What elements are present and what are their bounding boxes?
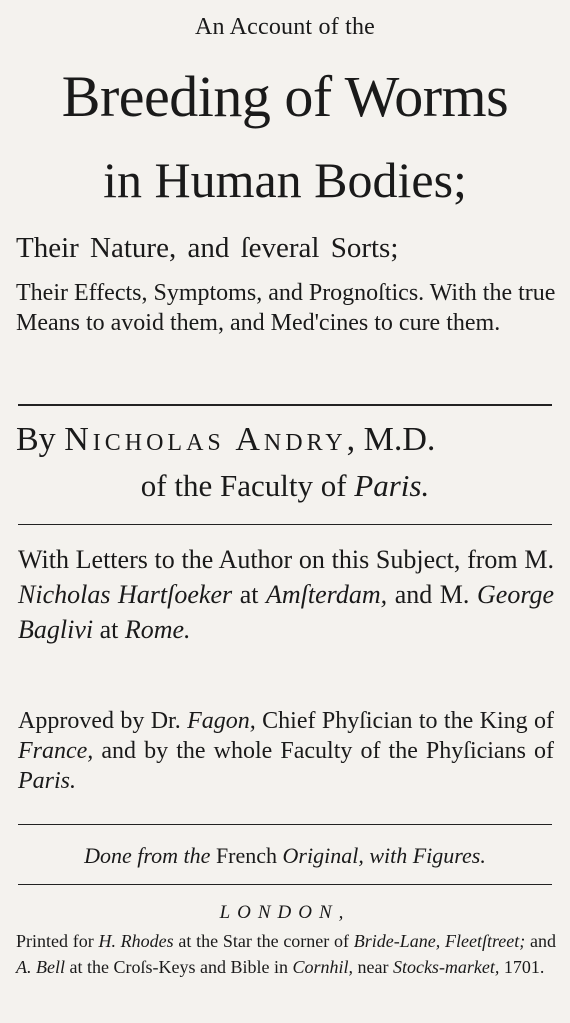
author-line (16, 420, 556, 460)
author-faculty (0, 467, 570, 505)
approval-city: Paris. (18, 768, 77, 794)
imprint-street-3: Stocks-market, (392, 957, 500, 977)
imprint-text-5: near (357, 957, 389, 977)
faculty-city: Paris. (354, 468, 430, 503)
faculty-prefix: of the Faculty of (140, 468, 347, 503)
approval-text-2: Chief Phyſician to the King of (262, 708, 554, 734)
imprint-year: 1701. (503, 957, 545, 977)
divider-2 (18, 524, 552, 525)
divider-4 (18, 884, 552, 885)
letters-text-4: at (99, 615, 119, 644)
imprint-paragraph (16, 928, 556, 980)
imprint-street-1: Bride-Lane, Fleetſtreet; (353, 931, 526, 951)
translation-text-2: Original, with Figures. (282, 843, 486, 868)
author-degree: , M.D. (346, 421, 436, 458)
letters-text-1: With Letters to the Author on this Subject, from M. (18, 545, 554, 574)
title-line-2: in Human Bodies; (103, 152, 467, 208)
approval-text-1: Approved by Dr. (18, 708, 181, 734)
title-line-1: Breeding of Worms (61, 64, 509, 129)
imprint-text-4: at the Croſs-Keys and Bible in (69, 957, 288, 977)
letters-paragraph (18, 542, 554, 647)
translation-text-1: Done from the (84, 843, 211, 868)
letters-text-2: at (239, 580, 259, 609)
imprint-printer-1: H. Rhodes (98, 931, 174, 951)
translation-note (0, 843, 570, 869)
author-by: By (16, 421, 56, 458)
subheading: An Account of the (194, 14, 376, 40)
imprint-text-1: Printed for (16, 931, 94, 951)
imprint-street-2: Cornhil, (292, 957, 353, 977)
approval-text-3: and by the whole Faculty of the Phyſicians of (101, 738, 555, 764)
description-rest: Their Effects, Symptoms, and Prognoſtics. With the true Means to avoid them, and Med'cines to cure them. (16, 280, 556, 336)
approval-country: France, (18, 738, 94, 764)
letters-city-1: Amſterdam, (266, 580, 388, 609)
letters-name-2: George Baglivi (18, 580, 555, 644)
imprint-text-3: and (530, 931, 556, 951)
letters-name-1: Nicholas Hartſoeker (18, 580, 233, 609)
divider-3 (18, 824, 552, 825)
imprint-place: LONDON, (219, 902, 351, 923)
translation-lang: French (215, 843, 278, 868)
imprint-printer-2: A. Bell (16, 957, 65, 977)
author-name: Nicholas Andry (64, 421, 347, 458)
description-line-1: Their Nature, and ſeveral Sorts; (16, 232, 399, 264)
letters-city-2: Rome. (124, 615, 191, 644)
approval-name: Fagon, (187, 708, 256, 734)
approval-paragraph (18, 706, 554, 796)
imprint-text-2: at the Star the corner of (178, 931, 350, 951)
divider-1 (18, 404, 552, 406)
letters-text-3: and M. (394, 580, 470, 609)
